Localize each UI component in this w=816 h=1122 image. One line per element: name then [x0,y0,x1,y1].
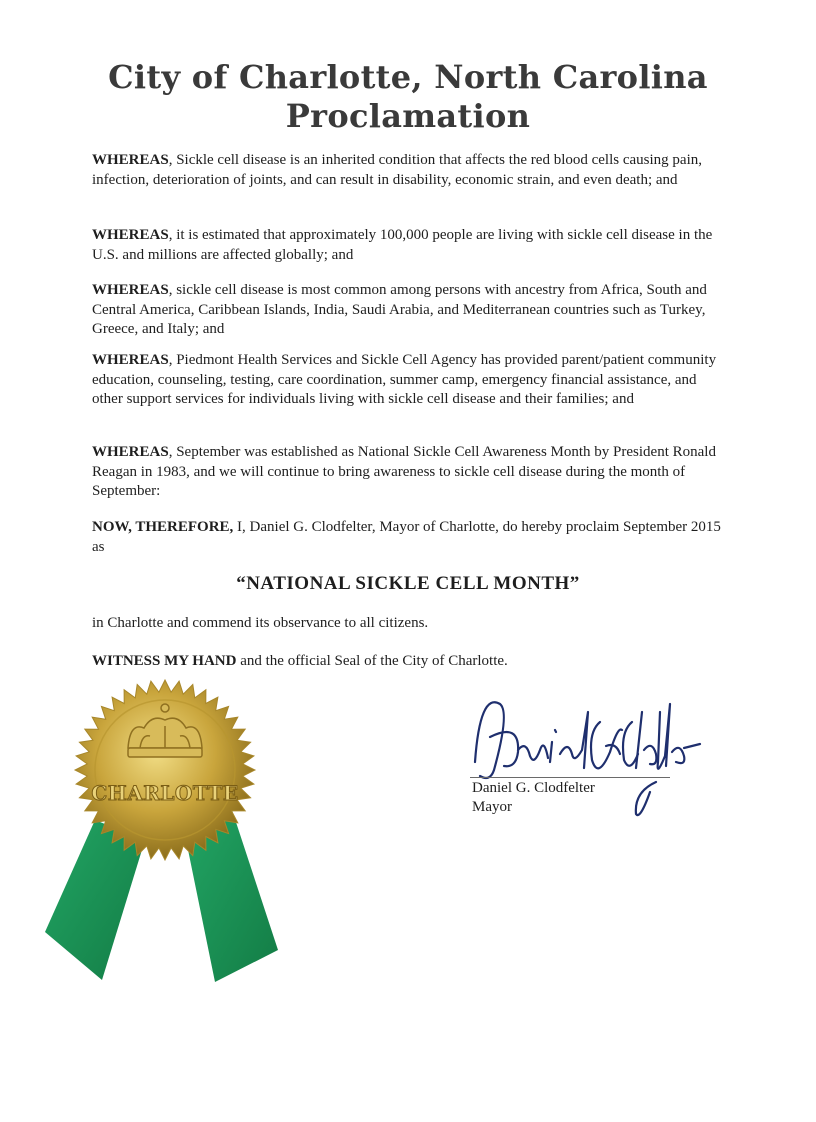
paragraph-text: , Piedmont Health Services and Sickle Cell Agency has provided parent/patient community education, counseling, testing, care coordination, summer camp, emergency financial assistance, and other support services for individuals living with sickle cell disease and their families; and [92,352,717,407]
city-title: City of Charlotte, North Carolina [108,58,708,96]
paragraph-text: , sickle cell disease is most common among persons with ancestry from Africa, South and Central America, Caribbean Islands, India, Saudi Arabia, and Mediterranean countries such as Turkey, Greece, and Italy; and [92,282,707,337]
whereas-lead: WHEREAS [92,352,169,368]
commend-paragraph: in Charlotte and commend its observance to all citizens. [92,615,429,631]
paragraph-text: and the official Seal of the City of Charlotte. [236,653,508,669]
whereas-lead: WHEREAS [92,152,169,168]
witness-lead: WITNESS MY HAND [92,653,237,669]
whereas-paragraph-1 [92,151,728,190]
paragraph-text: , September was established as National Sickle Cell Awareness Month by President Ronald Reagan in 1983, and we will continue to bring awareness to sickle cell disease during the month of September: [92,444,716,499]
proclamation-title: Proclamation [285,97,531,135]
whereas-paragraph-2 [92,226,728,265]
proclaimed-month-heading: “NATIONAL SICKLE CELL MONTH” [236,573,580,594]
whereas-lead: WHEREAS [92,282,169,298]
seal-label: CHARLOTTE [91,781,239,805]
paragraph-text: I, Daniel G. Clodfelter, Mayor of Charlotte, do hereby proclaim September 2015 as [92,519,721,555]
city-seal [40,670,290,990]
whereas-paragraph-5 [92,443,728,502]
paragraph-text: , it is estimated that approximately 100,000 people are living with sickle cell disease in the U.S. and millions are affected globally; and [92,227,713,263]
witness-paragraph [92,652,728,672]
whereas-lead: WHEREAS [92,227,169,243]
signature-line [470,777,670,778]
whereas-lead: WHEREAS [92,444,169,460]
whereas-paragraph-4 [92,351,728,410]
signatory-name: Daniel G. Clodfelter [472,780,595,796]
paragraph-text: , Sickle cell disease is an inherited condition that affects the red blood cells causing pain, infection, deterioration of joints, and can result in disability, economic strain, and even death; and [92,152,703,188]
signatory-title: Mayor [472,799,512,815]
therefore-paragraph [92,518,728,557]
whereas-paragraph-3 [92,281,728,340]
therefore-lead: NOW, THEREFORE, [92,519,234,535]
